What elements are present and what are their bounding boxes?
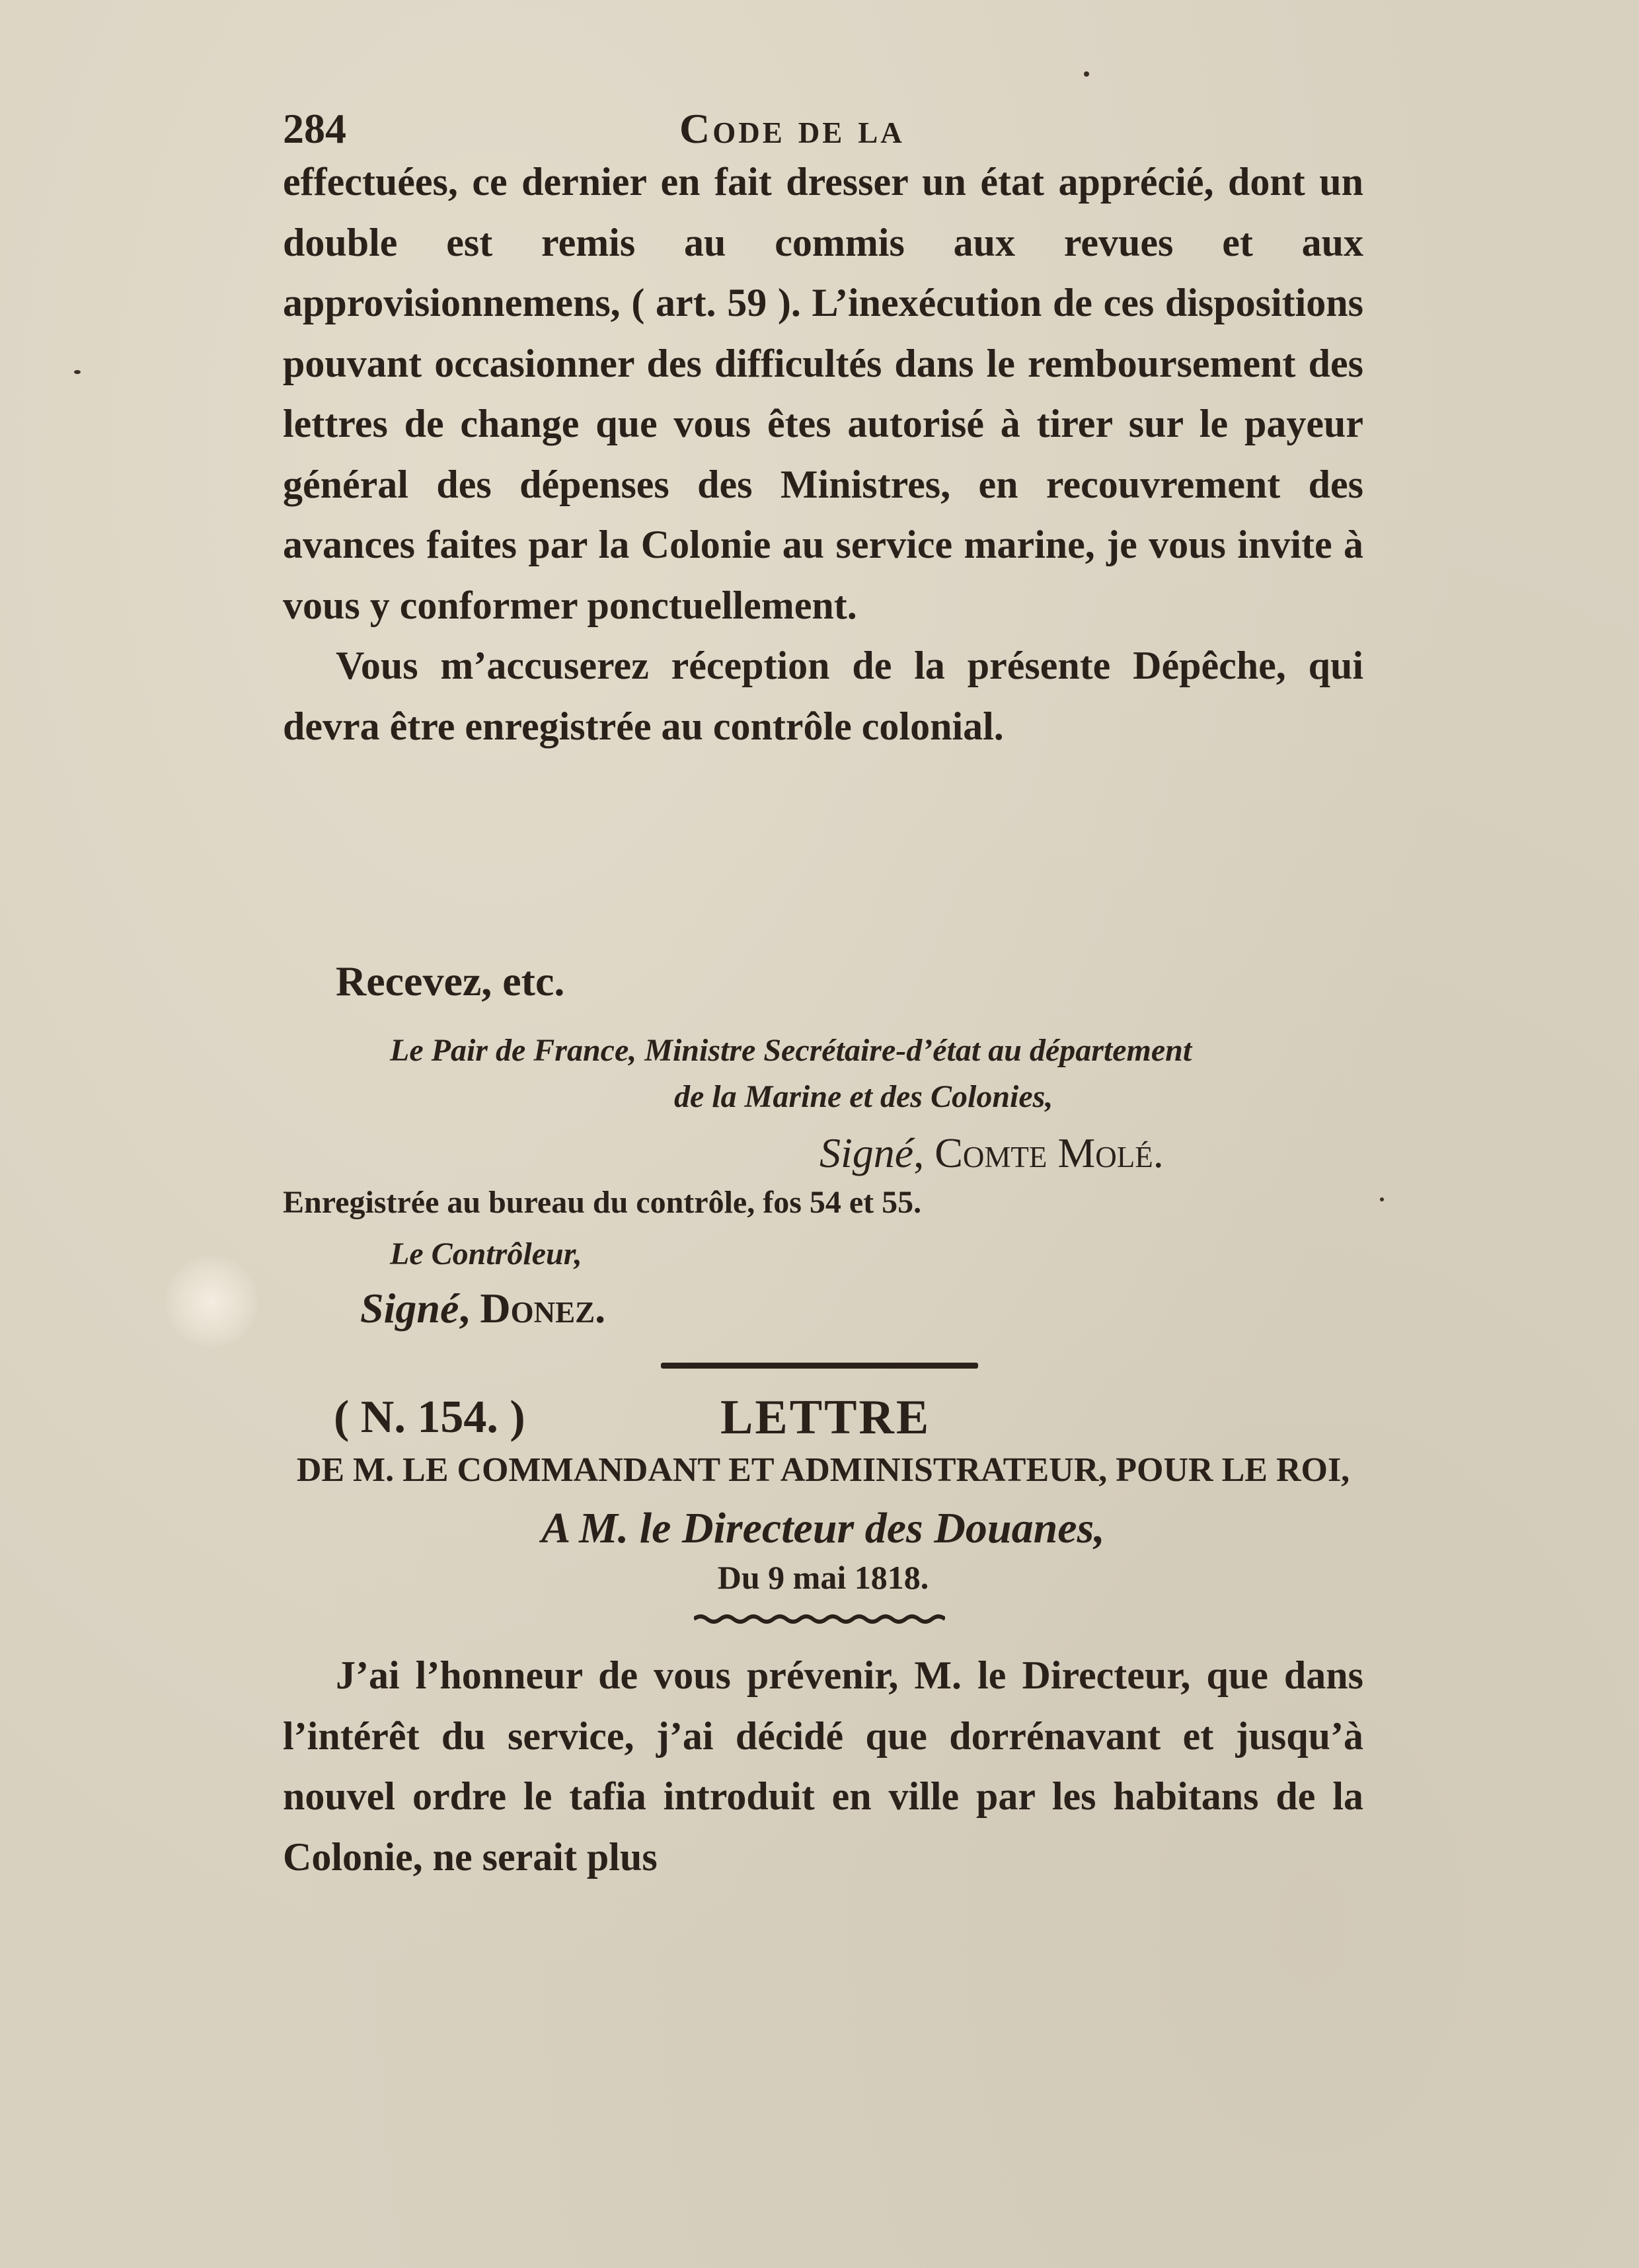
- registry-note: Enregistrée au bureau du contrôle, fos 54 et 55.: [283, 1185, 922, 1220]
- body-text-bottom: [283, 1645, 1363, 1887]
- page-header: [283, 99, 1363, 159]
- wavy-divider: [694, 1612, 945, 1626]
- letter-recipient: A M. le Directeur des Douanes,: [541, 1504, 1105, 1552]
- paragraph: Vous m’accuserez réception de la présente Dépêche, qui devra être enregistrée au contrôle colonial.: [283, 644, 1363, 748]
- paper-stain: [165, 1256, 258, 1348]
- speck: [74, 370, 81, 374]
- paragraph: effectuées, ce dernier en fait dresser un état apprécié, dont un double est remis au commis aux revues et aux approvisionnemens, ( art. 59 ). L’inexécution de ces dispositions pouvant occasionner des difficultés dans le remboursement des lettres de change que vous êtes autorisé à tirer sur le payeur général des dépenses des Ministres, en recouvrement des avances faites par la Colonie au service marine, je vous invite à vous y conformer ponctuellement.: [283, 160, 1363, 627]
- signatory-title-line-1: Le Pair de France, Ministre Secrétaire-d’état au département: [390, 1033, 1192, 1068]
- speck: [1084, 71, 1089, 77]
- signatory-title-line-2: de la Marine et des Colonies,: [674, 1079, 1053, 1114]
- controller-title: Le Contrôleur,: [390, 1236, 582, 1271]
- signature-minister: Signé, Comte Molé.: [820, 1129, 1164, 1176]
- speck: [1380, 1197, 1384, 1201]
- signatory-name: Comte Molé.: [934, 1129, 1164, 1176]
- closing-formula: Recevez, etc.: [336, 958, 565, 1004]
- signed-label: Signé: [360, 1285, 459, 1332]
- letter-sender: DE M. LE COMMANDANT ET ADMINISTRATEUR, POUR LE ROI,: [296, 1451, 1350, 1489]
- letter-date: Du 9 mai 1818.: [717, 1559, 929, 1596]
- section-divider: [661, 1363, 978, 1369]
- running-head: Code de la: [679, 105, 905, 152]
- letter-title: LETTRE: [720, 1390, 931, 1445]
- signed-label: Signé: [820, 1129, 914, 1176]
- signature-controller: Signé, Donez.: [360, 1285, 606, 1332]
- page-number: 284: [283, 105, 346, 152]
- signatory-name: Donez.: [480, 1285, 606, 1332]
- letter-number: ( N. 154. ): [334, 1392, 525, 1443]
- paragraph: J’ai l’honneur de vous prévenir, M. le Directeur, que dans l’intérêt du service, j’ai décidé que dorrénavant et jusqu’à nouvel ordre le tafia introduit en ville par les habitans de la Colonie, ne serait plus: [283, 1653, 1363, 1879]
- body-text-top: [283, 152, 1363, 757]
